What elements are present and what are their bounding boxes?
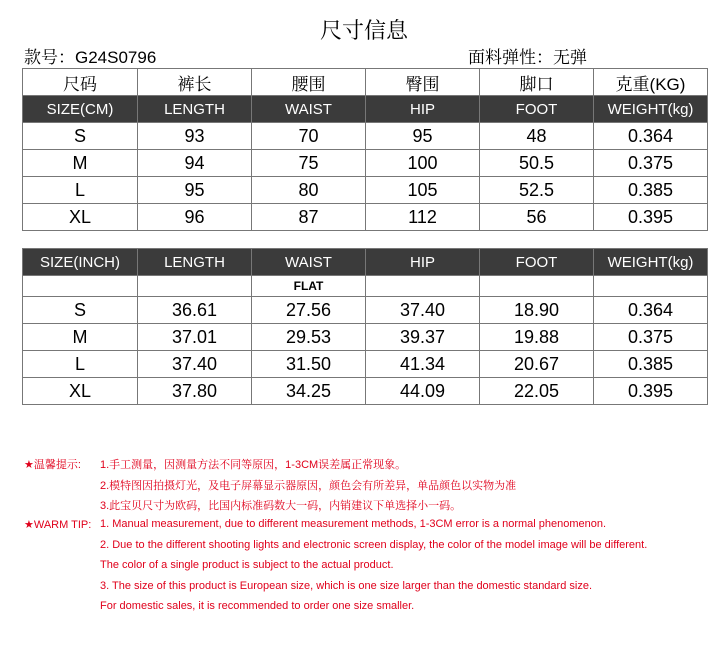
header-cell: WEIGHT(kg) <box>594 249 708 276</box>
table-cell: 37.40 <box>138 351 252 378</box>
table-row <box>23 123 708 150</box>
table-cell: 34.25 <box>252 378 366 405</box>
table-cell: 0.364 <box>594 297 708 324</box>
table-cell: M <box>23 150 138 177</box>
header-cell: 克重(KG) <box>594 69 708 96</box>
table-cell: 0.395 <box>594 378 708 405</box>
table-cell: 48 <box>480 123 594 150</box>
header-cell: 脚口 <box>480 69 594 96</box>
note-line: 1.手工测量，因测量方法不同等原因，1-3CM误差属正常现象。 <box>100 459 407 471</box>
table-cell: 37.01 <box>138 324 252 351</box>
en-header-row <box>23 96 708 123</box>
flat-row <box>23 276 708 297</box>
table-cell: 20.67 <box>480 351 594 378</box>
table-cell: 50.5 <box>480 150 594 177</box>
header-cell: 腰围 <box>252 69 366 96</box>
table-cell: 29.53 <box>252 324 366 351</box>
table-cell: XL <box>23 204 138 231</box>
fabric-stretch: 面料弹性：无弹 <box>468 48 587 67</box>
table-row <box>23 177 708 204</box>
table-cell: 95 <box>366 123 480 150</box>
table-cell: 75 <box>252 150 366 177</box>
header-cell: 裤长 <box>138 69 252 96</box>
header-cell: WEIGHT(kg) <box>594 96 708 123</box>
header-cell: HIP <box>366 249 480 276</box>
table-cell: 112 <box>366 204 480 231</box>
cn-header-row <box>23 69 708 96</box>
note-line: 3.此宝贝尺寸为欧码，比国内标准码数大一码，内销建议下单选择小一码。 <box>100 500 462 512</box>
table-cell: L <box>23 351 138 378</box>
table-row <box>23 204 708 231</box>
en-header-row <box>23 249 708 276</box>
header-cell: 臀围 <box>366 69 480 96</box>
table-cell: M <box>23 324 138 351</box>
page-title: 尺寸信息 <box>319 18 408 43</box>
header-cell: LENGTH <box>138 96 252 123</box>
table-cell: 87 <box>252 204 366 231</box>
table-cell: 94 <box>138 150 252 177</box>
table-cell: 70 <box>252 123 366 150</box>
table-cell: 0.385 <box>594 351 708 378</box>
table-cell: 93 <box>138 123 252 150</box>
table-cell: 19.88 <box>480 324 594 351</box>
header-cell: FOOT <box>480 249 594 276</box>
table-cell: L <box>23 177 138 204</box>
warm-tip-cn-label: ★温馨提示: <box>24 459 81 471</box>
note-line: 2.模特图因拍摄灯光，及电子屏幕显示器原因，颜色会有所差异，单品颜色以实物为准 <box>100 480 517 492</box>
table-row <box>23 297 708 324</box>
note-line: The color of a single product is subject to the actual product. <box>100 559 394 571</box>
table-cell: 41.34 <box>366 351 480 378</box>
table-row <box>23 378 708 405</box>
size-table-inch <box>22 248 708 405</box>
table-cell: 39.37 <box>366 324 480 351</box>
table-cell: 100 <box>366 150 480 177</box>
note-line: For domestic sales, it is recommended to order one size smaller. <box>100 600 415 612</box>
note-line: 1. Manual measurement, due to different measurement methods, 1-3CM error is a normal phenomenon. <box>100 518 607 530</box>
table-cell: 0.385 <box>594 177 708 204</box>
table-row <box>23 324 708 351</box>
note-line: 3. The size of this product is European size, which is one size larger than the domestic standard size. <box>100 580 592 592</box>
table-cell: 44.09 <box>366 378 480 405</box>
warm-tip-en-label: ★WARM TIP: <box>24 519 92 531</box>
style-number: 款号：G24S0796 <box>24 48 157 67</box>
table-cell: 0.375 <box>594 324 708 351</box>
table-cell: 56 <box>480 204 594 231</box>
table-cell: XL <box>23 378 138 405</box>
table-cell: 37.40 <box>366 297 480 324</box>
header-cell: SIZE(CM) <box>23 96 138 123</box>
table-cell: 95 <box>138 177 252 204</box>
table-cell: 96 <box>138 204 252 231</box>
table-cell: 52.5 <box>480 177 594 204</box>
table-row <box>23 351 708 378</box>
table-cell: 18.90 <box>480 297 594 324</box>
table-cell: 0.395 <box>594 204 708 231</box>
table-row <box>23 150 708 177</box>
header-cell: WAIST <box>252 249 366 276</box>
header-cell: LENGTH <box>138 249 252 276</box>
header-cell: HIP <box>366 96 480 123</box>
header-cell: WAIST <box>252 96 366 123</box>
table-cell: 0.375 <box>594 150 708 177</box>
header-cell: FOOT <box>480 96 594 123</box>
note-line: 2. Due to the different shooting lights and electronic screen display, the color of the model image will be different. <box>100 539 648 551</box>
size-table-cm <box>22 68 708 231</box>
table-cell: 0.364 <box>594 123 708 150</box>
header-cell: 尺码 <box>23 69 138 96</box>
table-cell: 105 <box>366 177 480 204</box>
table-cell: S <box>23 297 138 324</box>
table-cell: 36.61 <box>138 297 252 324</box>
header-cell: SIZE(INCH) <box>23 249 138 276</box>
table-cell: S <box>23 123 138 150</box>
table-cell: 27.56 <box>252 297 366 324</box>
table-cell: 31.50 <box>252 351 366 378</box>
table-cell: 37.80 <box>138 378 252 405</box>
flat-label: FLAT <box>252 276 366 297</box>
table-cell: 22.05 <box>480 378 594 405</box>
table-cell: 80 <box>252 177 366 204</box>
